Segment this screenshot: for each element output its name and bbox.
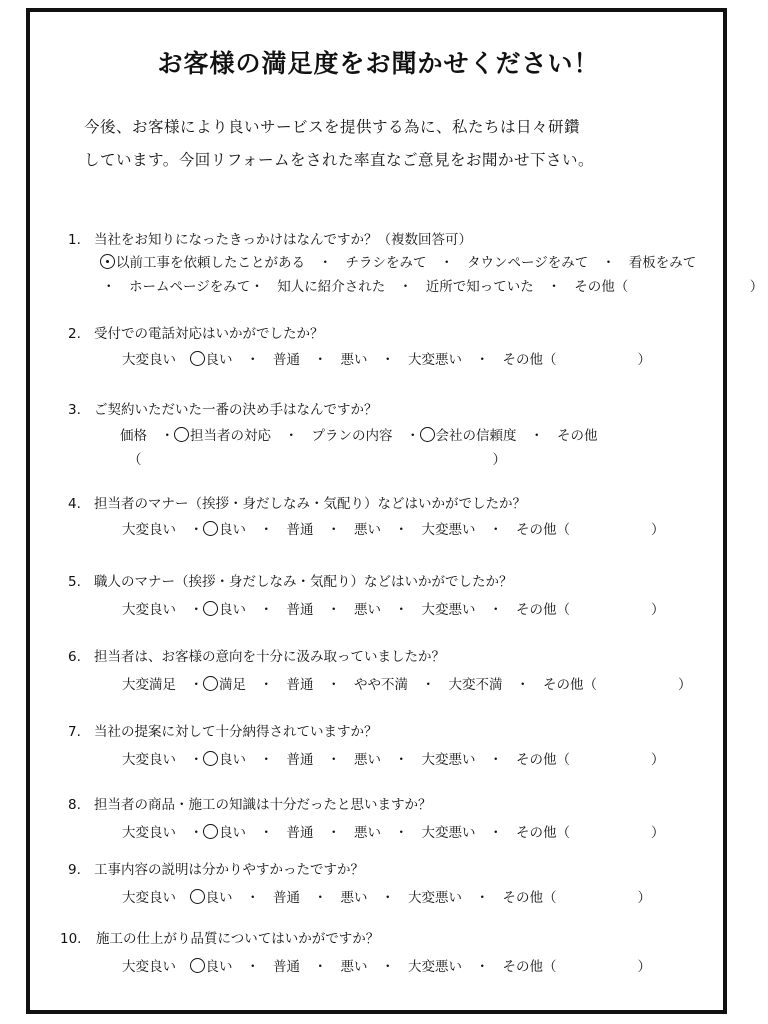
question-7 <box>68 720 378 740</box>
question-text: 施工の仕上がり品質についてはいかがですか？ <box>96 931 380 947</box>
option-text: 良い ・ 普通 ・ 悪い ・ 大変悪い ・ その他（ ） <box>205 890 651 906</box>
option-text: 満足 ・ 普通 ・ やや不満 ・ 大変不満 ・ その他（ ） <box>219 677 692 693</box>
option-text: 良い ・ 普通 ・ 悪い ・ 大変悪い ・ その他（ ） <box>219 522 665 538</box>
circle-mark-icon <box>203 676 218 691</box>
answer-options-1b <box>102 275 763 295</box>
option-text: 大変良い <box>122 959 190 975</box>
option-text: 大変良い <box>122 890 190 906</box>
question-10 <box>60 927 379 947</box>
circle-mark-icon <box>203 751 218 766</box>
circle-mark-icon <box>190 958 205 973</box>
option-text: 良い ・ 普通 ・ 悪い ・ 大変悪い ・ その他（ ） <box>219 602 665 618</box>
question-3 <box>68 398 378 418</box>
question-text: 職人のマナー（挨拶・身だしなみ・気配り）などはいかがでしたか？ <box>94 574 513 590</box>
question-number: 2. <box>68 326 81 342</box>
option-text: 大変良い ・ <box>122 602 203 618</box>
option-text: 担当者の対応 ・ プランの内容 ・ <box>190 428 420 444</box>
question-text: 受付での電話対応はいかがでしたか？ <box>94 326 324 342</box>
circle-mark-icon <box>100 254 115 269</box>
option-text: 良い ・ 普通 ・ 悪い ・ 大変悪い ・ その他（ ） <box>205 959 651 975</box>
option-text: 以前工事を依頼したことがある ・ チラシをみて ・ タウンページをみて ・ 看板をみて <box>116 255 697 271</box>
intro-line-1: 今後、お客様により良いサービスを提供する為に、私たちは日々研鑽 <box>84 118 581 136</box>
circle-mark-icon <box>203 521 218 536</box>
question-9 <box>68 858 364 878</box>
option-text: ・ ホームページをみて・ 知人に紹介された ・ 近所で知っていた ・ その他（ ） <box>102 279 764 295</box>
question-6 <box>68 645 445 665</box>
circle-mark-icon <box>190 351 205 366</box>
question-number: 5. <box>68 574 81 590</box>
circle-mark-icon <box>174 427 189 442</box>
option-text: 大変満足 ・ <box>122 677 203 693</box>
question-text: 担当者の商品・施工の知識は十分だったと思いますか？ <box>94 797 432 813</box>
question-text: 担当者のマナー（挨拶・身だしなみ・気配り）などはいかがでしたか？ <box>94 496 526 512</box>
answer-options-10 <box>122 955 651 975</box>
question-number: 8. <box>68 797 81 813</box>
answer-options-3a <box>120 424 598 444</box>
question-text: 工事内容の説明は分かりやすかったですか？ <box>94 862 364 878</box>
answer-options-1a <box>100 251 696 271</box>
answer-options-7 <box>122 748 665 768</box>
answer-options-5 <box>122 598 665 618</box>
option-text: （ ） <box>128 452 506 468</box>
question-number: 9. <box>68 862 81 878</box>
question-2 <box>68 322 324 342</box>
circle-mark-icon <box>190 889 205 904</box>
question-number: 7. <box>68 724 81 740</box>
question-number: 4. <box>68 496 81 512</box>
question-text: 当社の提案に対して十分納得されていますか？ <box>94 724 378 740</box>
question-text: 担当者は、お客様の意向を十分に汲み取っていましたか？ <box>94 649 445 665</box>
question-number: 3. <box>68 402 81 418</box>
circle-mark-icon <box>420 427 435 442</box>
question-number: 1. <box>68 232 81 248</box>
option-text: 大変良い ・ <box>122 752 203 768</box>
intro-line-2: しています。今回リフォームをされた率直なご意見をお聞かせ下さい。 <box>84 151 594 169</box>
answer-options-4 <box>122 518 665 538</box>
question-1 <box>68 228 472 248</box>
option-text: 会社の信頼度 ・ その他 <box>435 428 598 444</box>
answer-options-9 <box>122 886 651 906</box>
option-text: 良い ・ 普通 ・ 悪い ・ 大変悪い ・ その他（ ） <box>219 752 665 768</box>
option-text: 良い ・ 普通 ・ 悪い ・ 大変悪い ・ その他（ ） <box>205 352 651 368</box>
answer-options-6 <box>122 673 692 693</box>
circle-mark-icon <box>203 601 218 616</box>
option-text: 良い ・ 普通 ・ 悪い ・ 大変悪い ・ その他（ ） <box>219 825 665 841</box>
question-4 <box>68 492 526 512</box>
question-number: 6. <box>68 649 81 665</box>
answer-options-8 <box>122 821 665 841</box>
question-text: ご契約いただいた一番の決め手はなんですか？ <box>94 402 378 418</box>
option-text: 大変良い <box>122 352 190 368</box>
circle-mark-icon <box>203 824 218 839</box>
question-text: 当社をお知りになったきっかけはなんですか？（複数回答可） <box>94 232 472 248</box>
page-title: お客様の満足度をお聞かせください！ <box>157 49 600 78</box>
question-number: 10. <box>60 931 82 947</box>
option-text: 価格 ・ <box>120 428 174 444</box>
question-8 <box>68 793 432 813</box>
option-text: 大変良い ・ <box>122 825 203 841</box>
question-5 <box>68 570 513 590</box>
option-text: 大変良い ・ <box>122 522 203 538</box>
answer-options-3b <box>128 448 506 468</box>
answer-options-2 <box>122 348 651 368</box>
